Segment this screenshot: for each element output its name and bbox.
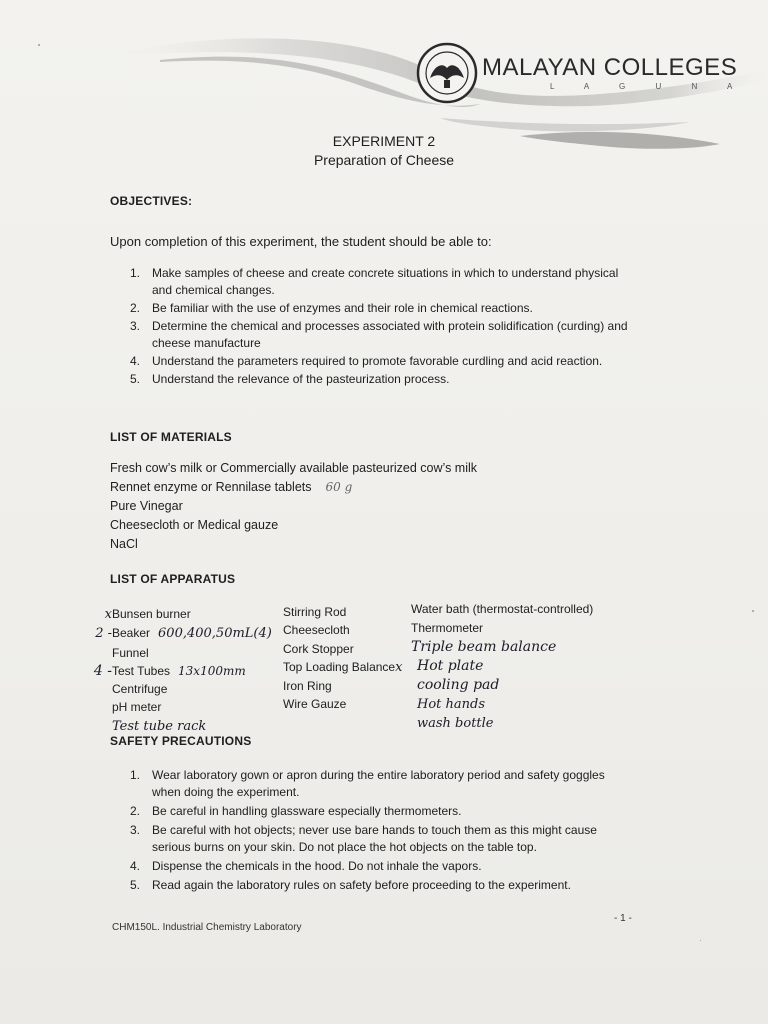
apparatus-heading: LIST OF APPARATUS xyxy=(110,572,236,586)
list-item: 1. Wear laboratory gown or apron during the entire laboratory period and safety goggles when doing the experiment. xyxy=(130,768,605,799)
list-item: 2 -Beaker 600,400,50mL(4) xyxy=(95,626,272,642)
college-name: MALAYAN COLLEGES xyxy=(482,54,738,81)
experiment-title: Preparation of Cheese xyxy=(313,152,455,168)
objectives-list xyxy=(130,265,630,388)
list-item: Pure Vinegar xyxy=(110,499,183,513)
materials-list xyxy=(110,459,477,554)
list-item: Centrifuge xyxy=(112,682,168,697)
list-item: 4 -Test Tubes 13x100mm xyxy=(93,662,246,679)
apparatus-column-1 xyxy=(86,605,272,736)
handwritten-item: cooling pad xyxy=(417,677,500,693)
handwritten-note: 600,400,50mL(4) xyxy=(158,626,272,642)
list-item: xBunsen burner xyxy=(104,607,191,622)
list-item: 4. Understand the parameters required to promote favorable curdling and acid reaction. xyxy=(130,354,603,368)
scan-speck xyxy=(700,940,701,941)
list-item: Cheesecloth or Medical gauze xyxy=(110,518,279,532)
college-logo-block xyxy=(416,42,747,112)
list-item: 2. Be careful in handling glassware especially thermometers. xyxy=(130,804,462,818)
list-item: Wire Gauze xyxy=(283,697,347,712)
handwritten-item: Hot hands xyxy=(417,697,486,712)
list-item: Stirring Rod xyxy=(283,605,347,619)
apparatus-column-3 xyxy=(411,600,593,733)
page-number: - 1 - xyxy=(614,913,632,924)
list-item: Cheesecloth xyxy=(283,623,350,638)
list-item: 2. Be familiar with the use of enzymes and their role in chemical reactions. xyxy=(130,301,533,315)
scan-speck xyxy=(38,44,40,46)
list-item: Funnel xyxy=(112,645,149,660)
list-item: 3. Determine the chemical and processes associated with protein solidification (curding) and cheese manufacture xyxy=(130,319,628,350)
experiment-number: EXPERIMENT 2 xyxy=(332,133,436,149)
handwritten-item: Triple beam balance xyxy=(411,639,557,655)
handwritten-note: 13x100mm xyxy=(178,663,246,678)
list-item: Rennet enzyme or Rennilase tablets 60 g xyxy=(110,480,353,494)
list-item: 5. Understand the relevance of the pasteurization process. xyxy=(130,372,450,386)
scan-speck xyxy=(752,610,754,612)
materials-heading: LIST OF MATERIALS xyxy=(110,430,232,444)
objectives-intro: Upon completion of this experiment, the student should be able to: xyxy=(110,234,492,249)
list-item: Top Loading Balancex xyxy=(283,659,403,675)
list-item: 5. Read again the laboratory rules on safety before proceeding to the experiment. xyxy=(130,878,571,892)
handwritten-quantity-note: 60 g xyxy=(325,480,353,494)
safety-list xyxy=(130,767,635,894)
handwritten-item: wash bottle xyxy=(417,716,494,731)
college-seal-icon xyxy=(416,42,478,104)
list-item: 3. Be careful with hot objects; never use bare hands to touch them as this might cause serious burns on your skin. Do not place the hot objects on the table top. xyxy=(130,823,597,854)
objectives-heading: OBJECTIVES: xyxy=(110,194,193,208)
safety-heading: SAFETY PRECAUTIONS xyxy=(110,734,252,748)
list-item: Thermometer xyxy=(411,621,484,635)
list-item: 1. Make samples of cheese and create concrete situations in which to understand physical and chemical changes. xyxy=(130,266,619,297)
list-item: 4. Dispense the chemicals in the hood. Do not inhale the vapors. xyxy=(130,859,482,873)
list-item: Iron Ring xyxy=(283,679,332,694)
college-subtitle: L A G U N A xyxy=(550,82,747,91)
list-item: Fresh cow’s milk or Commercially available pasteurized cow’s milk xyxy=(110,461,478,475)
list-item: Cork Stopper xyxy=(283,641,354,656)
course-footer: CHM150L. Industrial Chemistry Laboratory xyxy=(112,922,302,933)
handwritten-item: Hot plate xyxy=(417,658,484,674)
list-item: NaCl xyxy=(110,537,138,551)
apparatus-column-2 xyxy=(283,603,402,714)
list-item: pH meter xyxy=(112,700,162,715)
handwritten-note: Test tube rack xyxy=(112,718,207,734)
list-item: Water bath (thermostat-controlled) xyxy=(411,602,594,616)
